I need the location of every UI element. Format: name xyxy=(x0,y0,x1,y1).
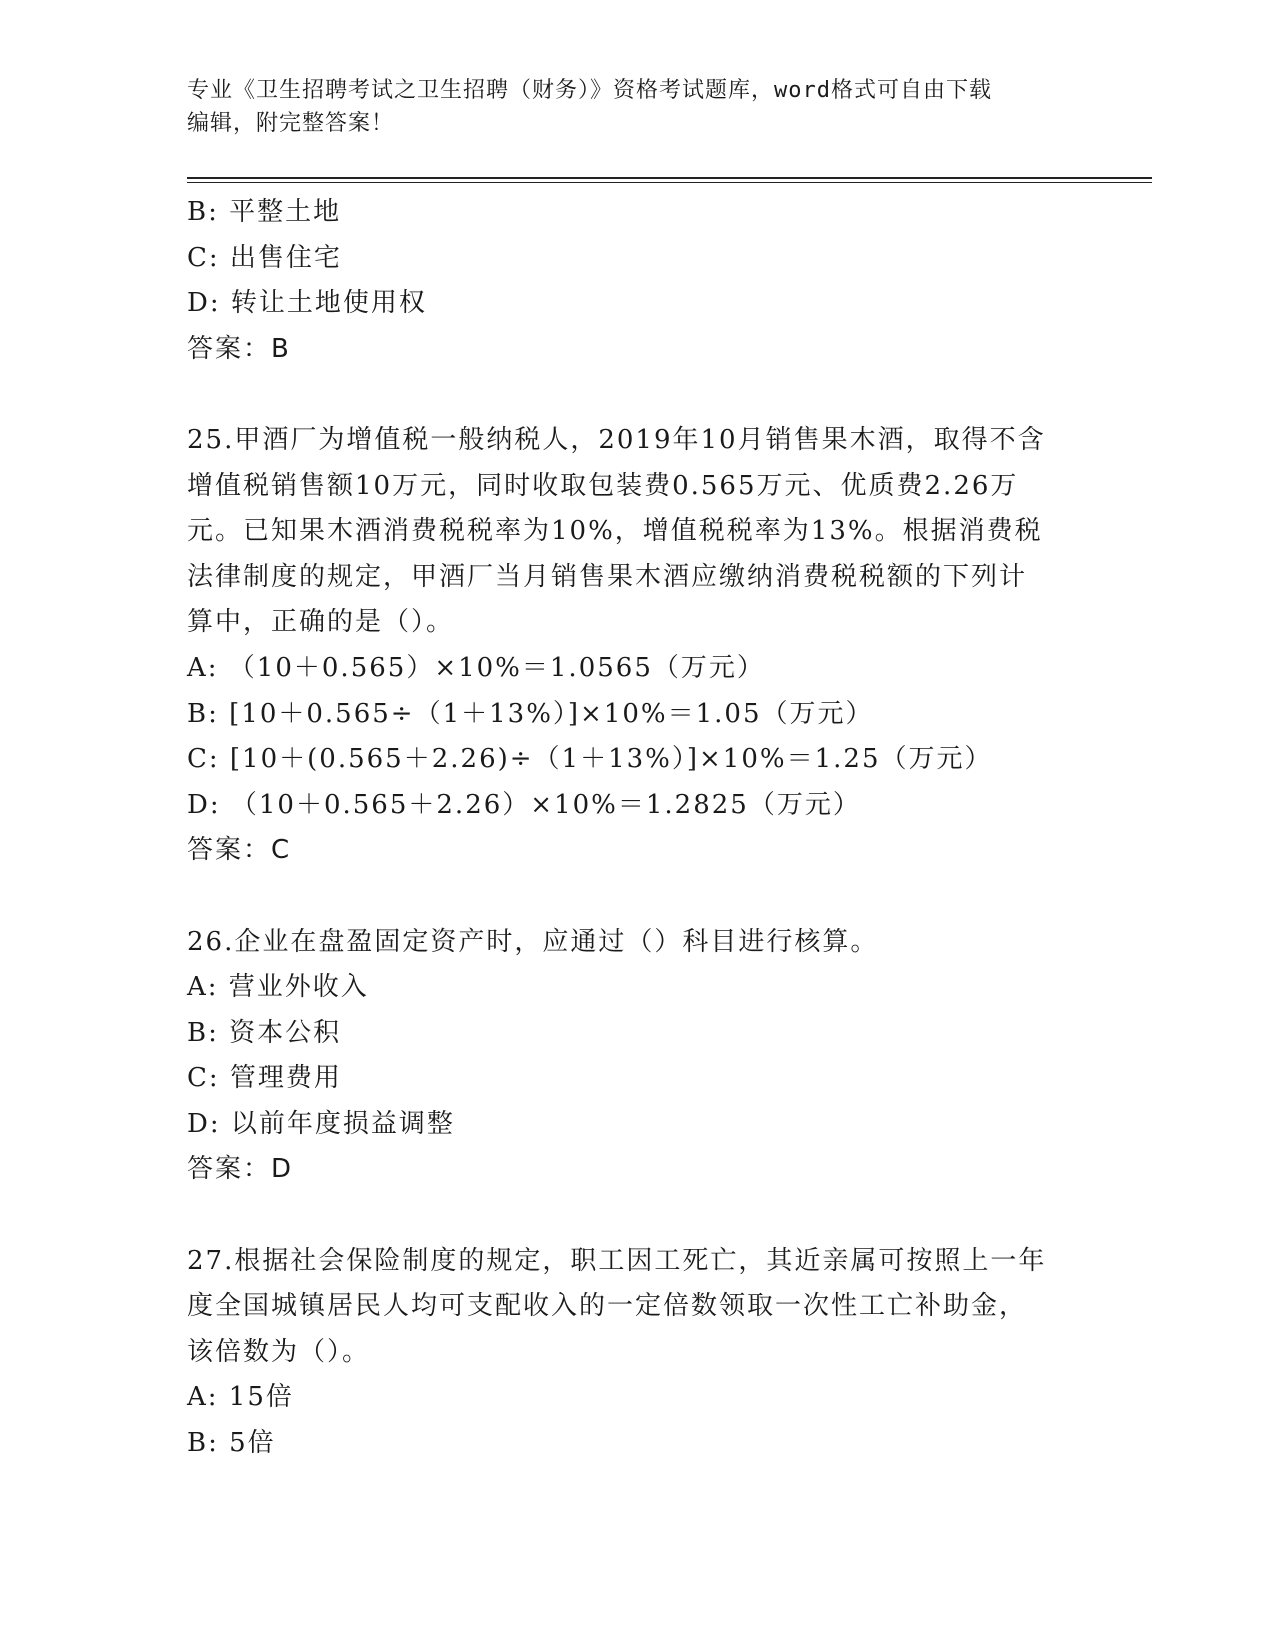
option-d: D: （10＋0.565＋2.26）×10%＝1.2825（万元） xyxy=(187,789,861,820)
question-27 xyxy=(187,1239,1087,1467)
question-text-line: 该倍数为（）。 xyxy=(187,1336,371,1367)
answer: 答案：D xyxy=(187,1154,294,1185)
option-c: C: 出售住宅 xyxy=(187,242,342,273)
question-text-line: 法律制度的规定，甲酒厂当月销售果木酒应缴纳消费税税额的下列计 xyxy=(187,561,1028,592)
question-text-line: 增值税销售额10万元，同时收取包装费0.565万元、优质费2.26万 xyxy=(187,470,1019,501)
answer: 答案：C xyxy=(187,835,292,866)
question-text-line: 度全国城镇居民人均可支配收入的一定倍数领取一次性工亡补助金， xyxy=(187,1291,1028,1322)
header-line-2: 编辑，附完整答案！ xyxy=(187,111,395,136)
option-b: B: [10＋0.565÷（1＋13%）]×10%＝1.05（万元） xyxy=(187,698,874,729)
question-24-continued xyxy=(187,190,1087,372)
option-d: D: 转让土地使用权 xyxy=(187,288,427,319)
header-divider-thin xyxy=(187,182,1152,183)
question-25 xyxy=(187,418,1087,874)
question-list xyxy=(187,190,1087,1467)
option-b: B: 平整土地 xyxy=(187,197,342,227)
document-header xyxy=(187,74,1087,140)
option-c: C: [10＋(0.565＋2.26)÷（1＋13%）]×10%＝1.25（万元） xyxy=(187,744,993,775)
answer: 答案：B xyxy=(187,333,291,364)
question-text-line: 算中，正确的是（）。 xyxy=(187,607,455,638)
question-text-line: 25.甲酒厂为增值税一般纳税人，2019年10月销售果木酒，取得不含 xyxy=(187,424,1046,455)
option-a: A: 15倍 xyxy=(187,1382,294,1413)
option-b: B: 5倍 xyxy=(187,1428,276,1459)
question-text-line: 元。已知果木酒消费税税率为10%，增值税税率为13%。根据消费税 xyxy=(187,516,1043,547)
header-divider xyxy=(187,177,1152,179)
question-text-line: 26.企业在盘盈固定资产时，应通过（）科目进行核算。 xyxy=(187,926,879,957)
header-line-1: 专业《卫生招聘考试之卫生招聘（财务）》资格考试题库，word格式可自由下载 xyxy=(187,78,992,103)
option-b: B: 资本公积 xyxy=(187,1017,342,1048)
option-a: A: （10＋0.565）×10%＝1.0565（万元） xyxy=(187,652,765,683)
question-text-line: 27.根据社会保险制度的规定，职工因工死亡，其近亲属可按照上一年 xyxy=(187,1245,1047,1276)
option-c: C: 管理费用 xyxy=(187,1063,342,1094)
question-26 xyxy=(187,920,1087,1194)
option-d: D: 以前年度损益调整 xyxy=(187,1108,455,1139)
option-a: A: 营业外收入 xyxy=(187,972,369,1003)
